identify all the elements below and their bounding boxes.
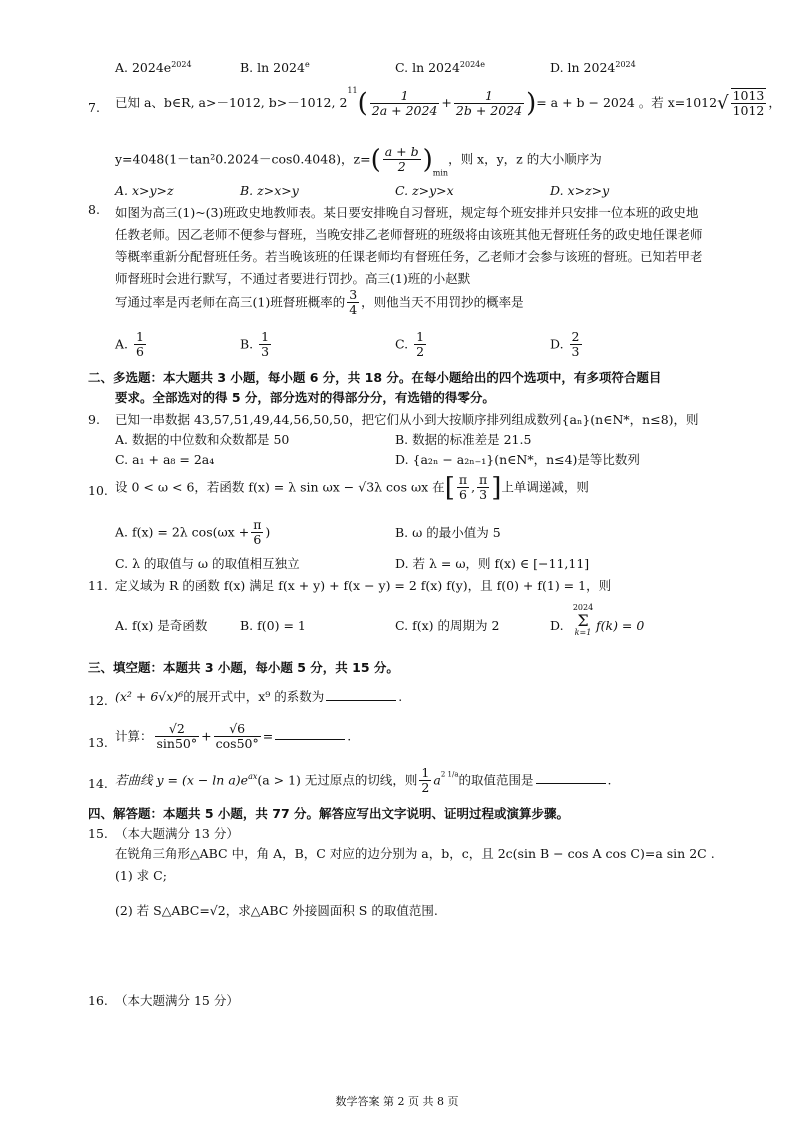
q8-option-a: A. $\frac{1}{6}$ [115, 329, 144, 360]
q6-option-b: B. ln 2024e [240, 59, 310, 75]
q7-option-b: B. z>x>y [240, 183, 299, 198]
q12-answer-blank[interactable] [326, 688, 396, 701]
q10-text: 设 0 < ω < 6，若函数 f(x) = λ sin ωx − √3λ cos ωx 在[ $\frac{\pi}{6}$ , $\frac{\pi}{3}$ ]上单调递减，则 [115, 472, 589, 503]
q7-line2: y=4048(1－tan²0.2024－cos0.4048)，z=( $\frac{a + b}{2}$ )$_{min}$，则 x，y，z 的大小顺序为 [115, 144, 602, 178]
section3-heading: 三、填空题：本题共 3 小题，每小题 5 分，共 15 分。 [88, 660, 399, 675]
q8-option-c: C. $\frac{1}{2}$ [395, 329, 425, 360]
q15-score: （本大题满分 13 分） [115, 826, 239, 841]
q6-option-a: A. $2024e^{2024}$ [115, 59, 192, 75]
q9-option-a: A. 数据的中位数和众数都是 50 [115, 432, 290, 447]
q7-option-c: C. z>y>x [395, 183, 454, 198]
q12-number: 12. [88, 693, 108, 708]
q10-option-c: C. λ 的取值与 ω 的取值相互独立 [115, 556, 300, 571]
q7-option-a: A. x>y>z [115, 183, 174, 198]
q15-part1: (1) 求 C; [115, 868, 167, 883]
q13-answer-blank[interactable] [275, 727, 345, 740]
q13-text: 计算： $\frac{√2}{\sin 50^\circ}$ + $\frac{√6}{\cos 50^\circ}$ = . [115, 721, 352, 752]
q14-text: 若曲线 $y = (x - \ln a)e^{ax}(a > 1)$ 无过原点的切线，则 $\frac{1}{2}$ $a^{2 1/a}$的取值范围是 . [115, 765, 612, 796]
q8-number: 8. [88, 202, 100, 217]
section2-heading-line2: 要求。全部选对的得 5 分，部分选对的得部分分，有选错的得零分。 [115, 390, 495, 405]
q11-sum-symbol: 2024 Σ k=1 [572, 603, 594, 637]
q14-answer-blank[interactable] [536, 771, 606, 784]
q11-option-d-expr: f(k) = 0 [596, 618, 645, 633]
q7-number: 7. [88, 100, 100, 115]
q8-text: 如图为高三(1)~(3)班政史地教师表。某日要安排晚自习督班，规定每个班安排并只安排一位本班的政史地任教老师。因乙老师不便参与督班，当晚安排乙老师督班的班级将由该班其他无督班任务的政史地任课老师等概率重新分配督班任务。若当晚该班的任课老师均有督班任务，乙老师才会参与该班的督班。已知若甲老师督班时会进行默写，不通过者要进行罚抄。高三(1)班的小赵默 [115, 205, 703, 286]
q9-option-d: D. {a₂ₙ − a₂ₙ₋₁}(n∈N*，n≤4)是等比数列 [395, 452, 640, 467]
section2-heading-line1: 二、多选题：本大题共 3 小题，每小题 6 分，共 18 分。在每小题给出的四个选项中，有多项符合题目 [88, 370, 662, 385]
q7-line1: 已知 a、b∈R, a>－1012, b>－1012, $2^{11}$( $\frac{1}{2a + 2024}$ + $\frac{1}{2b + 2024}$ )= a + b − 2024 。若 x=1012√ $\frac{1013}{1012}$ ， [115, 85, 781, 119]
q11-option-d-label: D. [550, 618, 564, 633]
q11-number: 11. [88, 578, 108, 593]
q6-option-d: D. $\ln 2024^{2024}$ [550, 59, 636, 75]
page-footer: 数学答案 第 2 页 共 8 页 [335, 1095, 459, 1108]
q15-text: 在锐角三角形△ABC 中，角 A，B，C 对应的边分别为 a，b，c，且 2c(sin B − cos A cos C)=a sin 2C . [115, 846, 715, 861]
q10-number: 10. [88, 483, 108, 498]
q8-option-b: B. $\frac{1}{3}$ [240, 329, 270, 360]
q9-number: 9. [88, 412, 100, 427]
q10-option-d: D. 若 λ = ω，则 f(x) ∈ [−11,11] [395, 556, 590, 571]
q12-text: (x² + 6√x)⁶的展开式中，x⁹ 的系数为 . [115, 689, 403, 704]
q14-number: 14. [88, 776, 108, 791]
q9-option-b: B. 数据的标准差是 21.5 [395, 432, 532, 447]
q9-option-c: C. a₁ + a₈ = 2a₄ [115, 452, 215, 467]
section4-heading: 四、解答题：本题共 5 小题，共 77 分。解答应写出文字说明、证明过程或演算步骤。 [88, 806, 570, 821]
q16-score: （本大题满分 15 分） [115, 993, 239, 1008]
q16-number: 16. [88, 993, 108, 1008]
q15-number: 15. [88, 826, 108, 841]
q10-option-a: A. f(x) = 2λ cos(ωx + $\frac{\pi}{6}$ ) [115, 517, 271, 548]
q8-last-line: 写通过率是丙老师在高三(1)班督班概率的 $\frac{3}{4}$ ，则他当天不用罚抄的概率是 [115, 287, 524, 318]
q9-text: 已知一串数据 43,57,51,49,44,56,50,50，把它们从小到大按顺序排列组成数列{aₙ}(n∈N*，n≤8)，则 [115, 412, 699, 427]
q6-option-c: C. $\ln 2024^{2024e}$ [395, 59, 485, 75]
q11-option-a: A. f(x) 是奇函数 [115, 618, 208, 633]
q10-option-b: B. ω 的最小值为 5 [395, 525, 501, 540]
q11-option-c: C. f(x) 的周期为 2 [395, 618, 500, 633]
q11-text: 定义域为 R 的函数 f(x) 满足 f(x + y) + f(x − y) = 2 f(x) f(y)，且 f(0) + f(1) = 1，则 [115, 578, 612, 593]
q15-part2: (2) 若 S△ABC=√2，求△ABC 外接圆面积 S 的取值范围. [115, 903, 438, 918]
q8-option-d: D. $\frac{2}{3}$ [550, 329, 580, 360]
q11-option-b: B. f(0) = 1 [240, 618, 306, 633]
q7-option-d: D. x>z>y [550, 183, 610, 198]
q13-number: 13. [88, 735, 108, 750]
